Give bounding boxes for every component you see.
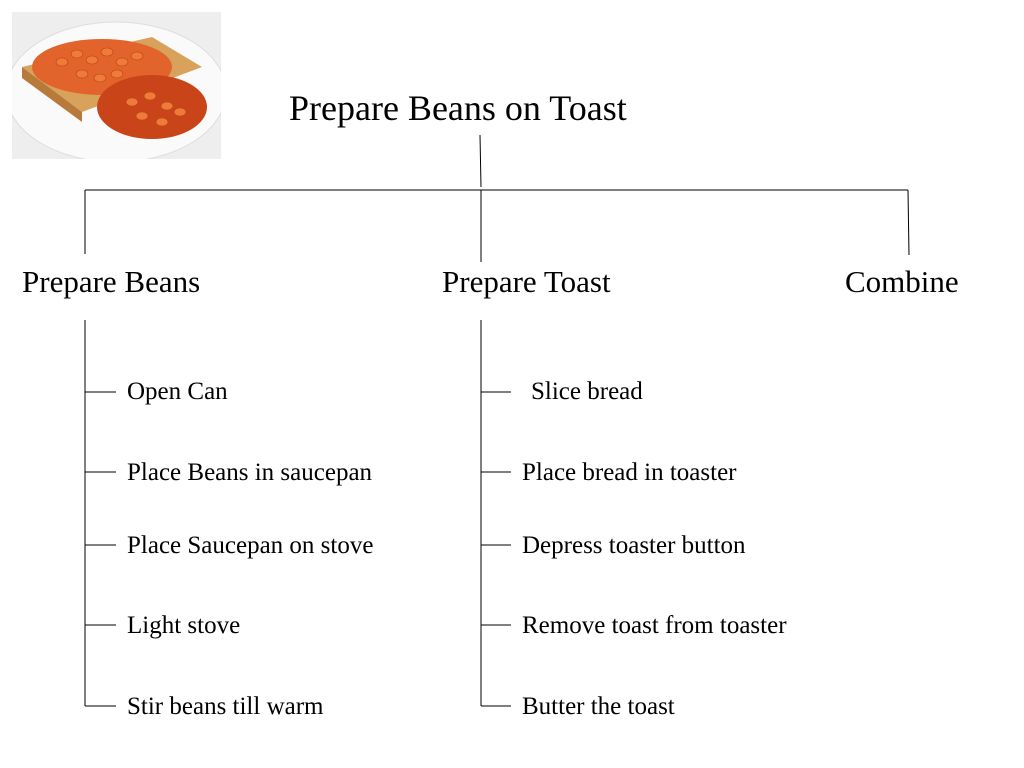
toast-step-4: Remove toast from toaster (522, 612, 787, 639)
beans-step-3: Place Saucepan on stove (127, 532, 374, 559)
category-combine: Combine (845, 264, 959, 299)
category-prepare-beans: Prepare Beans (22, 264, 201, 299)
beans-step-4: Light stove (127, 612, 241, 639)
beans-step-1: Open Can (127, 378, 228, 405)
toast-step-3: Depress toaster button (522, 532, 746, 559)
category-prepare-toast: Prepare Toast (442, 264, 611, 299)
root-stem (480, 135, 481, 187)
toast-step-5: Butter the toast (522, 693, 675, 720)
toast-step-2: Place bread in toaster (522, 459, 737, 486)
beans-step-2: Place Beans in saucepan (127, 459, 373, 486)
drop-combine (908, 190, 909, 255)
diagram-title: Prepare Beans on Toast (289, 88, 627, 128)
beans-step-5: Stir beans till warm (127, 693, 324, 720)
toast-step-1: Slice bread (531, 378, 643, 405)
